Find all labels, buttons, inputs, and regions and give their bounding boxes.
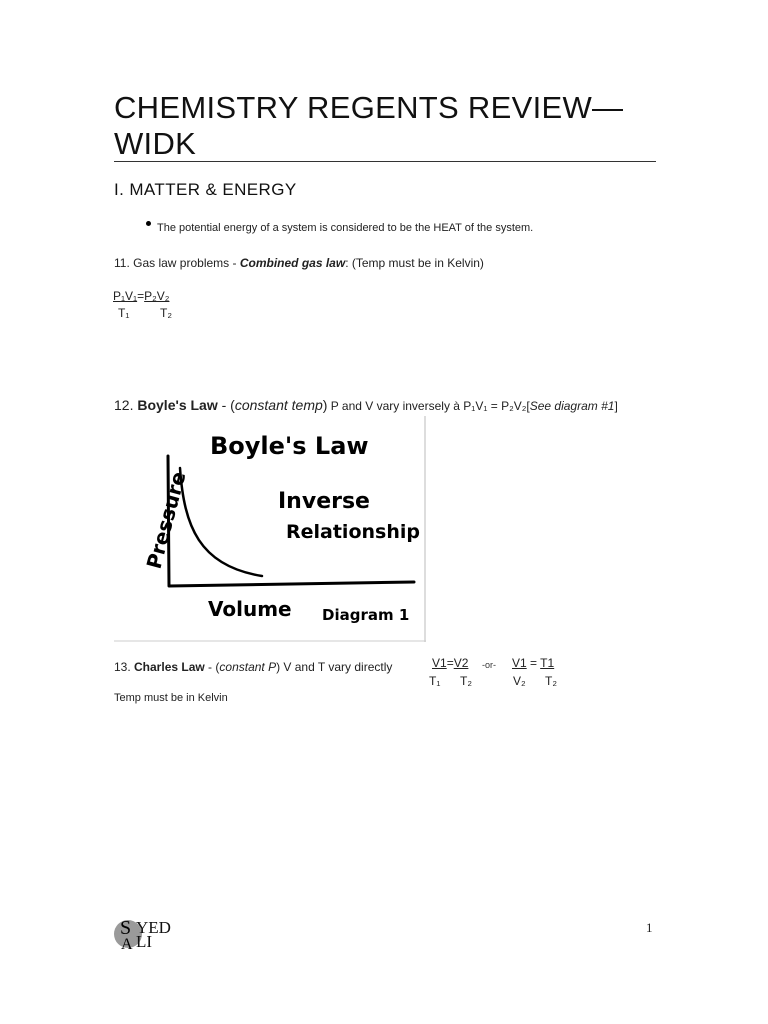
charles-f2-den-left: V₂ [513, 674, 526, 688]
item-11 [114, 256, 484, 270]
charles-kelvin-note: Temp must be in Kelvin [114, 692, 228, 704]
charles-f1-num-right: V2 [453, 656, 469, 670]
charles-f2-num-right: T1 [540, 656, 555, 670]
or-separator: -or- [482, 660, 496, 670]
bullet-dot-icon [146, 221, 151, 226]
item-12-bold: Boyle's Law [137, 397, 218, 413]
diagram-caption: Diagram 1 [322, 606, 410, 624]
logo-line-1: YED [136, 918, 171, 937]
title-line-2: WIDK [114, 126, 197, 161]
logo-initial-a: A [121, 936, 133, 952]
item-12-end: ] [614, 399, 618, 413]
title-divider [114, 161, 656, 162]
formula-den-left: T₁ [118, 306, 130, 320]
formula-den-right: T₂ [160, 306, 172, 320]
charles-f2-den-right: T₂ [545, 674, 557, 688]
section-heading: I. MATTER & ENERGY [114, 180, 297, 199]
formula-equals: = [137, 289, 145, 303]
charles-f1-den-right: T₂ [460, 674, 472, 688]
formula-num-left: P₁V₁ [113, 289, 138, 303]
formula-num-right: P₂V₂ [144, 289, 170, 303]
item-11-suffix: : (Temp must be in Kelvin) [345, 256, 484, 270]
document-title [114, 90, 674, 162]
diagram-y-label: Pressure [141, 468, 191, 572]
item-12-number: 12. [114, 397, 138, 413]
diagram-note-line-1: Inverse [278, 489, 370, 514]
diagram-note-line-2: Relationship [286, 521, 420, 543]
charles-f1-equals: = [446, 656, 454, 670]
logo-line-2: LI [136, 932, 153, 951]
diagram-x-label: Volume [208, 597, 292, 621]
logo-initial-s: S [120, 917, 132, 939]
diagram-title: Boyle's Law [210, 432, 369, 460]
charles-f2-equals: = [530, 656, 538, 670]
item-12 [114, 397, 618, 413]
charles-f1-den-left: T₁ [429, 674, 441, 688]
charles-f2-num-left: V1 [512, 656, 527, 670]
item-13-dash: - ( [204, 660, 220, 674]
item-13-text: ) V and T vary directly [276, 660, 393, 674]
page-number: 1 [646, 920, 653, 935]
title-line-1: CHEMISTRY REGENTS REVIEW— [114, 90, 624, 125]
bullet-text: The potential energy of a system is considered to be the HEAT of the system. [157, 222, 534, 234]
item-13-number: 13. [114, 660, 135, 674]
charles-f1-num-left: V1 [432, 656, 447, 670]
item-11-bold: Combined gas law [239, 256, 346, 270]
item-13-bold: Charles Law [134, 660, 205, 674]
boyles-law-diagram [114, 416, 426, 642]
item-12-ref: See diagram #1 [529, 399, 615, 413]
item-12-text: P and V vary inversely à P₁V₁ = P₂V₂[ [327, 399, 530, 413]
charles-formula-1-numerator [432, 656, 468, 670]
combined-gas-numerator [113, 289, 169, 303]
item-12-italic: constant temp [234, 397, 323, 413]
charles-formula-2-numerator [512, 656, 554, 670]
item-12-close: ) [322, 397, 328, 413]
syed-ali-logo [114, 916, 204, 952]
item-12-dash: - ( [217, 397, 235, 413]
item-13-italic: constant P [219, 660, 277, 674]
item-13 [114, 660, 392, 674]
item-11-prefix: 11. Gas law problems - [114, 256, 240, 270]
